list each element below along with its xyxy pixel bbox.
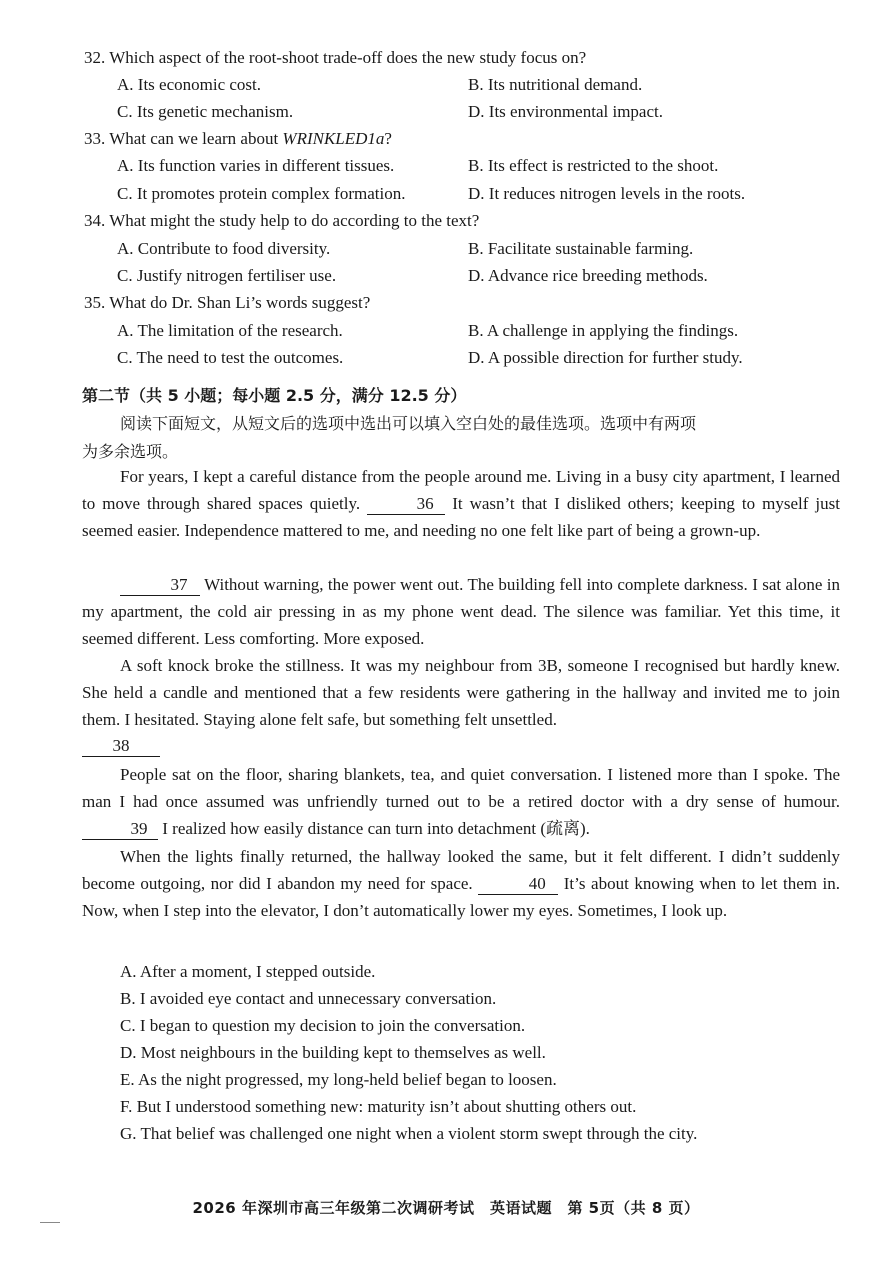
- option-33-d: D. It reduces nitrogen levels in the roots.: [468, 184, 746, 203]
- paragraph-1-text-b: It wasn’t that I disliked others; keeping to myself just seemed easier. Independence mattered to me, and needing no one felt like part of being a grown-up.: [82, 494, 840, 541]
- blank-38: 38: [82, 736, 160, 757]
- question-32-stem: 32. Which aspect of the root-shoot trade-off does the new study focus on?: [84, 48, 587, 67]
- choice-b: B. I avoided eye contact and unnecessary conversation.: [120, 989, 497, 1008]
- option-34-d: D. Advance rice breeding methods.: [468, 266, 708, 285]
- option-32-c: C. Its genetic mechanism.: [117, 102, 294, 121]
- paragraph-4-text-a: People sat on the floor, sharing blankets, tea, and quiet conversation. I listened more than I spoke. The man I had once assumed was unfriendly turned out to be a retired doctor with a dry sense of humour.: [82, 765, 840, 812]
- option-35-d: D. A possible direction for further study.: [468, 348, 743, 367]
- blank-37: 37: [120, 575, 200, 596]
- choice-g: G. That belief was challenged one night when a violent storm swept through the city.: [120, 1124, 698, 1143]
- section-instruction-line2: 为多余选项。: [82, 442, 179, 461]
- option-32-b: B. Its nutritional demand.: [468, 75, 643, 94]
- choice-c: C. I began to question my decision to join the conversation.: [120, 1016, 526, 1035]
- question-33-stem: [84, 129, 392, 149]
- option-33-b: B. Its effect is restricted to the shoot.: [468, 156, 719, 175]
- option-34-a: A. Contribute to food diversity.: [117, 239, 331, 258]
- section-title: 第二节（共 5 小题；每小题 2.5 分，满分 12.5 分）: [82, 386, 467, 405]
- question-33-stem-suffix: ?: [384, 129, 392, 148]
- choice-e: E. As the night progressed, my long-held belief began to loosen.: [120, 1070, 557, 1089]
- option-32-a: A. Its economic cost.: [117, 75, 261, 94]
- option-33-c: C. It promotes protein complex formation.: [117, 184, 406, 203]
- paragraph-2-text: Without warning, the power went out. The building fell into complete darkness. I sat alone in my apartment, the cold air pressing in as my phone went dead. The silence was familiar. Yet this time, it seemed different. Less comforting. More exposed.: [82, 575, 840, 649]
- question-34-stem: 34. What might the study help to do according to the text?: [84, 211, 480, 230]
- page-footer: 2026 年深圳市高三年级第二次调研考试 英语试题 第 5页（共 8 页）: [192, 1199, 700, 1217]
- blank-40: 40: [478, 874, 558, 895]
- choice-a: A. After a moment, I stepped outside.: [120, 962, 376, 981]
- paragraph-1-text-a: For years, I kept a careful distance from the people around me. Living in a busy city apartment, I learned to move through shared spaces quietly.: [82, 467, 840, 514]
- question-33-stem-prefix: 33. What can we learn about: [84, 129, 283, 148]
- option-33-a: A. Its function varies in different tissues.: [117, 156, 395, 175]
- passage-paragraph-3: [82, 652, 840, 734]
- option-34-c: C. Justify nitrogen fertiliser use.: [117, 266, 337, 285]
- paragraph-4-text-b: I realized how easily distance can turn into detachment (疏离).: [162, 819, 590, 839]
- blank-39: 39: [82, 819, 158, 840]
- section-instruction-line1: 阅读下面短文，从短文后的选项中选出可以填入空白处的最佳选项。选项中有两项: [120, 414, 697, 433]
- paragraph-5-text-a: When the lights finally returned, the hallway looked the same, but it felt different. I didn’t suddenly become outgoing, nor did I abandon my need for space.: [82, 847, 840, 894]
- question-35-stem: 35. What do Dr. Shan Li’s words suggest?: [84, 293, 371, 312]
- paragraph-3-text: A soft knock broke the stillness. It was my neighbour from 3B, someone I recognised but hardly knew. She held a candle and mentioned that a few residents were gathering in the hallway and invited me to join them. I hesitated. Staying alone felt safe, but something felt unsettled.: [82, 656, 840, 730]
- passage-paragraph-2: [82, 571, 840, 653]
- passage-paragraph-5: [82, 843, 840, 925]
- passage-paragraph-4: [82, 761, 840, 843]
- option-34-b: B. Facilitate sustainable farming.: [468, 239, 694, 258]
- option-35-c: C. The need to test the outcomes.: [117, 348, 344, 367]
- blank-38-line: [82, 736, 160, 757]
- choice-d: D. Most neighbours in the building kept to themselves as well.: [120, 1043, 546, 1062]
- choice-f: F. But I understood something new: maturity isn’t about shutting others out.: [120, 1097, 637, 1116]
- paragraph-5-text-b: It’s about knowing when to let them in. Now, when I step into the elevator, I don’t automatically lower my eyes. Sometimes, I look up.: [82, 874, 841, 921]
- blank-36: 36: [367, 494, 445, 515]
- passage-paragraph-1: [82, 463, 840, 545]
- margin-mark: [40, 1222, 60, 1223]
- option-32-d: D. Its environmental impact.: [468, 102, 663, 121]
- option-35-a: A. The limitation of the research.: [117, 321, 343, 340]
- gene-name: WRINKLED1a: [282, 129, 385, 148]
- option-35-b: B. A challenge in applying the findings.: [468, 321, 739, 340]
